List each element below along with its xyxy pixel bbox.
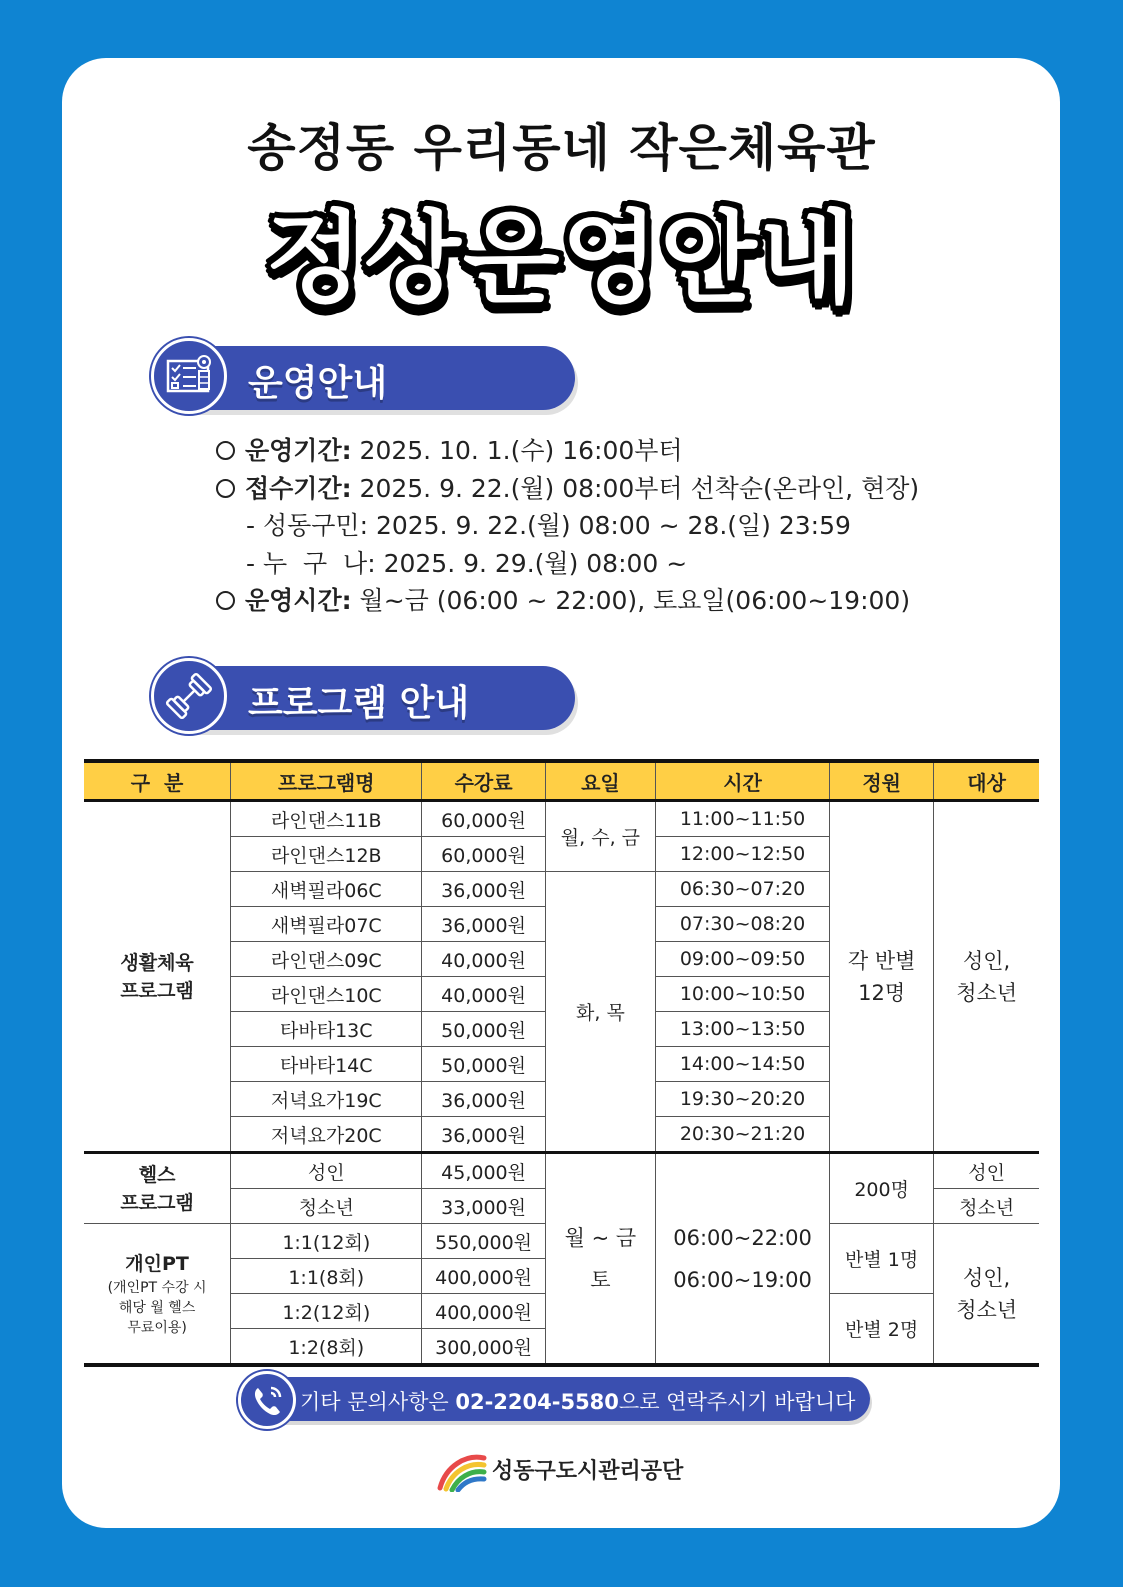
program-capacity [830, 801, 934, 1153]
header-category: 구 분 [84, 761, 231, 801]
category-label: 헬스 [138, 1163, 176, 1186]
category-note: 무료이용) [127, 1319, 187, 1336]
category-pt [84, 1224, 231, 1366]
header-days: 요일 [545, 761, 655, 801]
table-header-row [84, 761, 1039, 801]
program-fee: 36,000원 [422, 1082, 545, 1117]
program-table [84, 759, 1039, 1367]
poster-title: 정상운영안내 [265, 200, 858, 317]
program-fee: 33,000원 [422, 1189, 545, 1224]
program-time [656, 1153, 830, 1366]
info-key: 운영기간: [245, 436, 352, 465]
category-health [84, 1153, 231, 1224]
info-value: 월~금 (06:00 ~ 22:00), 토요일(06:00~19:00) [351, 586, 911, 615]
program-fee: 36,000원 [422, 1117, 545, 1153]
program-name: 1:2(8회) [231, 1329, 422, 1366]
category-note: (개인PT 수강 시 [107, 1279, 207, 1296]
category-label: 프로그램 [120, 979, 194, 1002]
phone-icon [238, 1371, 296, 1429]
org-name: 성동구도시관리공단 [492, 1459, 684, 1484]
info-key: 운영시간: [245, 586, 352, 615]
program-time: 13:00~13:50 [656, 1012, 830, 1047]
header-fee: 수강료 [422, 761, 545, 801]
info-subrow [216, 507, 976, 545]
header-time: 시간 [656, 761, 830, 801]
program-fee: 45,000원 [422, 1153, 545, 1189]
info-key: 접수기간: [245, 473, 352, 503]
target-label: 성인, [962, 1265, 1011, 1290]
info-value: 2025. 9. 22.(월) 08:00 ~ 28.(일) 23:59 [368, 511, 851, 540]
program-time: 20:30~21:20 [656, 1117, 830, 1153]
program-fee: 36,000원 [422, 872, 545, 907]
section-title: 운영안내 [248, 363, 388, 404]
info-value: 2025. 10. 1.(수) 16:00부터 [351, 436, 683, 465]
time-label: 06:00~19:00 [673, 1267, 812, 1292]
program-time: 19:30~20:20 [656, 1082, 830, 1117]
capacity-label: 12명 [858, 980, 906, 1005]
program-name: 타바타14C [231, 1047, 422, 1082]
contact-banner [242, 1377, 870, 1421]
category-label: 개인PT [125, 1252, 189, 1275]
program-name: 저녁요가19C [231, 1082, 422, 1117]
dumbbell-icon [151, 658, 227, 734]
info-value: 2025. 9. 29.(월) 08:00 ~ [375, 548, 688, 578]
info-subrow [216, 545, 976, 583]
table-row [84, 801, 1039, 837]
program-time: 06:30~07:20 [656, 872, 830, 907]
poster-subtitle: 송정동 우리동네 작은체육관 [247, 119, 876, 177]
program-name: 1:1(12회) [231, 1224, 422, 1259]
program-capacity: 반별 1명 [830, 1224, 934, 1294]
program-time: 07:30~08:20 [656, 907, 830, 942]
program-fee: 400,000원 [422, 1259, 545, 1294]
program-fee: 550,000원 [422, 1224, 545, 1259]
checklist-gear-icon [151, 338, 227, 414]
program-name: 새벽필라07C [231, 907, 422, 942]
contact-prefix: 기타 문의사항은 [300, 1390, 456, 1414]
program-target: 성인 [934, 1153, 1039, 1189]
circle-bullet-icon [216, 479, 235, 498]
program-time: 12:00~12:50 [656, 837, 830, 872]
info-row [216, 432, 976, 470]
info-subkey: - 성동구민: [246, 511, 368, 540]
program-days: 월, 수, 금 [545, 801, 655, 872]
program-name: 청소년 [231, 1189, 422, 1224]
program-target: 청소년 [934, 1189, 1039, 1224]
program-name: 라인댄스12B [231, 837, 422, 872]
header-target: 대상 [934, 761, 1039, 801]
org-logo [436, 1448, 696, 1492]
program-fee: 36,000원 [422, 907, 545, 942]
category-note: 해당 월 헬스 [118, 1299, 196, 1316]
program-days [545, 1153, 655, 1366]
program-time: 10:00~10:50 [656, 977, 830, 1012]
time-label: 06:00~22:00 [673, 1225, 812, 1250]
header-capacity: 정원 [830, 761, 934, 801]
info-row [216, 470, 976, 508]
program-fee: 40,000원 [422, 942, 545, 977]
program-name: 타바타13C [231, 1012, 422, 1047]
days-label: 월 ~ 금 [564, 1225, 637, 1250]
circle-bullet-icon [216, 441, 235, 460]
program-fee: 300,000원 [422, 1329, 545, 1366]
program-name: 저녁요가20C [231, 1117, 422, 1153]
section-title: 프로그램 안내 [248, 683, 470, 724]
program-name: 성인 [231, 1153, 422, 1189]
program-fee: 50,000원 [422, 1012, 545, 1047]
contact-text [300, 1386, 855, 1416]
days-label: 토 [590, 1267, 611, 1292]
target-label: 성인, [962, 948, 1011, 973]
program-name: 라인댄스10C [231, 977, 422, 1012]
category-label: 프로그램 [120, 1191, 194, 1214]
program-target [934, 801, 1039, 1153]
operation-info [216, 432, 976, 620]
program-name: 1:2(12회) [231, 1294, 422, 1329]
program-name: 라인댄스11B [231, 801, 422, 837]
program-name: 라인댄스09C [231, 942, 422, 977]
program-time: 14:00~14:50 [656, 1047, 830, 1082]
category-life [84, 801, 231, 1153]
capacity-label: 각 반별 [847, 948, 916, 973]
program-time: 09:00~09:50 [656, 942, 830, 977]
table-row [84, 1153, 1039, 1189]
target-label: 청소년 [956, 1297, 1018, 1322]
program-time: 11:00~11:50 [656, 801, 830, 837]
program-name: 1:1(8회) [231, 1259, 422, 1294]
program-days: 화, 목 [545, 872, 655, 1153]
circle-bullet-icon [216, 591, 235, 610]
header-program: 프로그램명 [231, 761, 422, 801]
rainbow-logo-icon [436, 1448, 490, 1492]
program-name: 새벽필라06C [231, 872, 422, 907]
program-fee: 40,000원 [422, 977, 545, 1012]
program-fee: 60,000원 [422, 837, 545, 872]
info-row [216, 582, 976, 620]
program-fee: 50,000원 [422, 1047, 545, 1082]
program-fee: 400,000원 [422, 1294, 545, 1329]
program-capacity: 200명 [830, 1153, 934, 1224]
program-fee: 60,000원 [422, 801, 545, 837]
info-subkey: - 누 구 나: [246, 548, 376, 578]
contact-phone[interactable]: 02-2204-5580 [455, 1390, 619, 1414]
contact-suffix: 으로 연락주시기 바랍니다 [618, 1390, 856, 1414]
info-value: 2025. 9. 22.(월) 08:00부터 선착순(온라인, 현장) [351, 473, 920, 503]
target-label: 청소년 [956, 980, 1018, 1005]
category-label: 생활체육 [120, 951, 194, 974]
program-capacity: 반별 2명 [830, 1294, 934, 1366]
program-target [934, 1224, 1039, 1366]
